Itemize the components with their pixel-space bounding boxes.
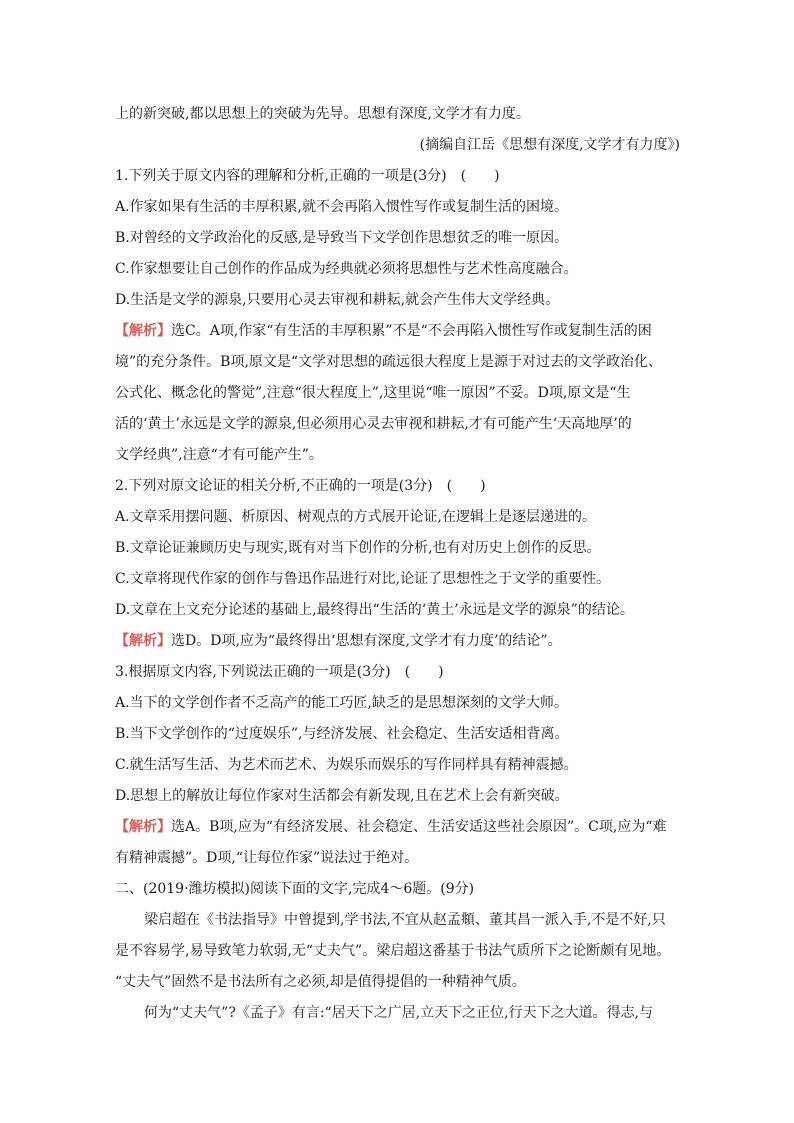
q1-answer-line: 文学经典”,注意“才有可能产生”。 [115,447,323,463]
passage-line: “丈夫气”固然不是书法所有之必须,却是值得提倡的一种精神气质。 [115,974,526,990]
q3-option-d: D.思想上的解放让每位作家对生活都会有新发现,且在艺术上会有新突破。 [115,788,569,804]
q3-option-b: B.当下文学创作的“过度娱乐”,与经济发展、社会稳定、生活安适相背离。 [115,726,569,742]
q3-option-c: C.就生活写生活、为艺术而艺术、为娱乐而娱乐的写作同样具有精神震撼。 [115,757,578,773]
q2-option-c: C.文章将现代作家的创作与鲁迅作品进行对比,论证了思想性之于文学的重要性。 [115,571,611,587]
q1-option-b: B.对曾经的文学政治化的反感,是导致当下文学创作思想贫乏的唯一原因。 [115,230,569,246]
q1-answer: 【解析】选C。A项,作家“有生活的丰厚积累”不是“不会再陷入惯性写作或复制生活的困 [115,323,652,339]
q2-option-b: B.文章论证兼顾历史与现实,既有对当下创作的分析,也有对历史上创作的反思。 [115,540,601,556]
q3-answer-line: 有精神震撼”。D项,“让每位作家”说法过于绝对。 [115,850,419,866]
question-1: 1.下列关于原文内容的理解和分析,正确的一项是(3分) ( ) [115,168,500,184]
q1-answer-line: 活的‘黄土’永远是文学的源泉,但必须用心灵去审视和耕耘,才有可能产生‘天高地厚’的 [115,416,632,432]
passage-paragraph: 梁启超在《书法指导》中曾提到,学书法,不宜从赵孟頫、董其昌一派入手,不是不好,只 [144,912,666,928]
question-3: 3.根据原文内容,下列说法正确的一项是(3分) ( ) [115,664,444,680]
passage-end-line: 上的新突破,都以思想上的突破为先导。思想有深度,文学才有力度。 [115,106,530,122]
q2-option-a: A.文章采用摆问题、析原因、树观点的方式展开论证,在逻辑上是逐层递进的。 [115,509,597,525]
q2-answer: 【解析】选D。D项,应为“最终得出‘思想有深度,文学才有力度’的结论”。 [115,633,562,649]
q1-option-c: C.作家想要让自己创作的作品成为经典就必须将思想性与艺术性高度融合。 [115,261,578,277]
q3-option-a: A.当下的文学创作者不乏高产的能工巧匠,缺乏的是思想深刻的文学大师。 [115,695,569,711]
answer-tag: 【解析】 [115,633,171,649]
q1-answer-line: 公式化、概念化的警觉”,注意“很大程度上”,这里说“唯一原因”不妥。D项,原文是“生 [115,385,631,401]
question-2: 2.下列对原文论证的相关分析,不正确的一项是(3分) ( ) [115,478,486,494]
passage-line: 是不容易学,易导致笔力软弱,无“丈夫气”。梁启超这番基于书法气质所下之论断颇有见地。 [115,943,671,959]
q1-option-d: D.生活是文学的源泉,只要用心灵去审视和耕耘,就会产生伟大文学经典。 [115,292,560,308]
q1-option-a: A.作家如果有生活的丰厚积累,就不会再陷入惯性写作或复制生活的困境。 [115,199,569,215]
answer-tag: 【解析】 [115,819,171,835]
q2-option-d: D.文章在上文充分论述的基础上,最终得出“生活的‘黄土’永远是文学的源泉”的结论。 [115,602,634,618]
passage-paragraph: 何为“丈夫气”?《孟子》有言:“居天下之广居,立天下之正位,行天下之大道。得志,与 [144,1005,654,1021]
q1-answer-line: 境”的充分条件。B项,原文是“文学对思想的疏远很大程度上是源于对过去的文学政治化、 [115,354,663,370]
source-citation: (摘编自江岳《思想有深度,文学才有力度》) [419,137,680,153]
section-heading: 二、(2019·潍坊模拟)阅读下面的文字,完成4～6题。(9分) [115,881,475,897]
q3-answer: 【解析】选A。B项,应为“有经济发展、社会稳定、生活安适这些社会原因”。C项,应为“难 [115,819,667,835]
answer-tag: 【解析】 [115,323,171,339]
